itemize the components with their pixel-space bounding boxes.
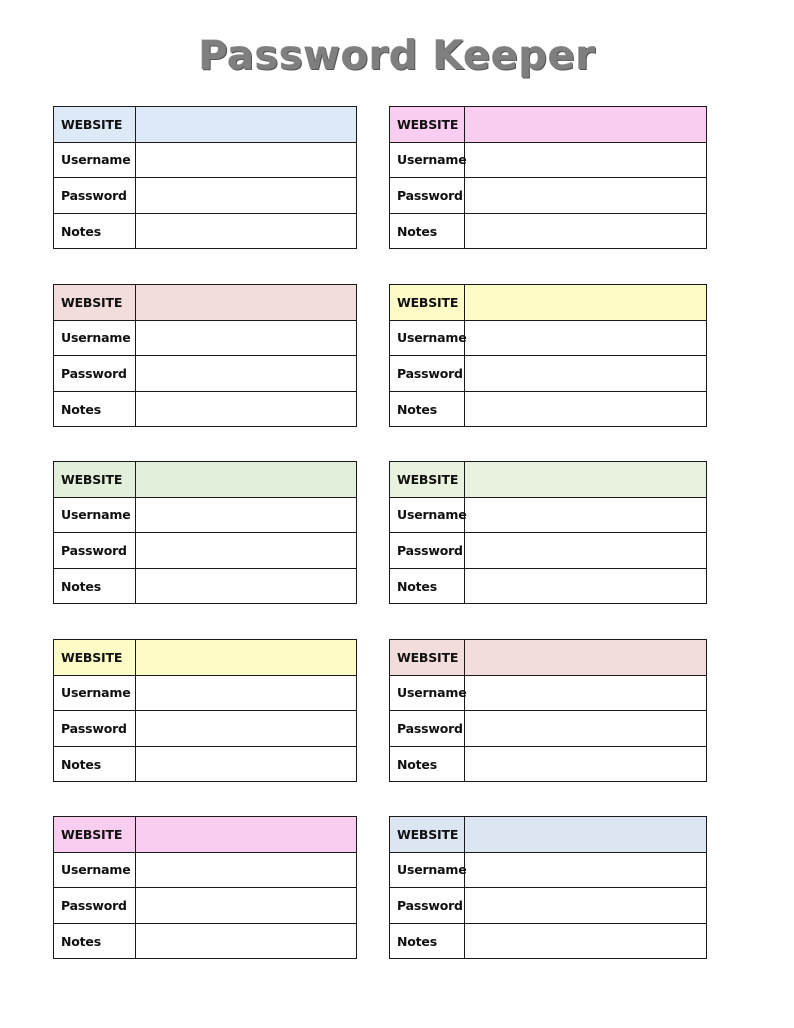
notes-field[interactable] <box>465 214 706 250</box>
password-row <box>390 533 706 569</box>
password-card <box>389 284 707 427</box>
website-label: WEBSITE <box>390 107 465 142</box>
notes-field[interactable] <box>136 569 356 605</box>
username-field[interactable] <box>465 321 706 356</box>
username-label: Username <box>54 498 136 533</box>
password-row <box>390 711 706 747</box>
notes-field[interactable] <box>465 924 706 960</box>
password-label: Password <box>390 533 465 568</box>
password-field[interactable] <box>136 888 356 923</box>
password-field[interactable] <box>465 533 706 568</box>
website-label: WEBSITE <box>54 640 136 675</box>
website-field[interactable] <box>465 107 706 142</box>
password-card <box>53 461 357 604</box>
password-field[interactable] <box>465 356 706 391</box>
notes-label: Notes <box>54 214 136 250</box>
password-card <box>389 461 707 604</box>
notes-row <box>54 214 356 250</box>
website-label: WEBSITE <box>54 107 136 142</box>
password-card <box>389 106 707 249</box>
username-row <box>54 676 356 712</box>
password-field[interactable] <box>136 533 356 568</box>
username-label: Username <box>390 498 465 533</box>
website-row <box>390 462 706 498</box>
password-label: Password <box>54 356 136 391</box>
notes-row <box>390 747 706 783</box>
password-row <box>54 178 356 214</box>
username-field[interactable] <box>465 498 706 533</box>
password-label: Password <box>54 178 136 213</box>
password-label: Password <box>54 711 136 746</box>
website-row <box>54 285 356 321</box>
password-label: Password <box>54 888 136 923</box>
username-field[interactable] <box>136 676 356 711</box>
username-label: Username <box>54 321 136 356</box>
username-label: Username <box>390 321 465 356</box>
website-label: WEBSITE <box>390 285 465 320</box>
username-label: Username <box>390 853 465 888</box>
username-field[interactable] <box>465 143 706 178</box>
username-label: Username <box>390 143 465 178</box>
website-field[interactable] <box>465 285 706 320</box>
website-row <box>390 817 706 853</box>
password-row <box>390 178 706 214</box>
website-row <box>54 640 356 676</box>
username-row <box>54 498 356 534</box>
website-label: WEBSITE <box>54 462 136 497</box>
website-row <box>390 107 706 143</box>
password-field[interactable] <box>136 356 356 391</box>
password-row <box>390 356 706 392</box>
notes-label: Notes <box>54 569 136 605</box>
website-label: WEBSITE <box>54 817 136 852</box>
password-row <box>54 533 356 569</box>
username-label: Username <box>54 143 136 178</box>
website-field[interactable] <box>136 817 356 852</box>
password-card <box>53 639 357 782</box>
website-row <box>54 817 356 853</box>
notes-label: Notes <box>390 392 465 428</box>
website-field[interactable] <box>465 817 706 852</box>
website-row <box>54 462 356 498</box>
password-label: Password <box>390 356 465 391</box>
website-row <box>54 107 356 143</box>
website-field[interactable] <box>136 462 356 497</box>
website-label: WEBSITE <box>390 817 465 852</box>
notes-row <box>390 392 706 428</box>
password-field[interactable] <box>465 888 706 923</box>
notes-field[interactable] <box>136 747 356 783</box>
password-field[interactable] <box>136 711 356 746</box>
username-row <box>390 321 706 357</box>
password-field[interactable] <box>136 178 356 213</box>
website-label: WEBSITE <box>390 462 465 497</box>
website-label: WEBSITE <box>54 285 136 320</box>
username-field[interactable] <box>136 143 356 178</box>
notes-field[interactable] <box>136 214 356 250</box>
website-row <box>390 285 706 321</box>
password-label: Password <box>390 711 465 746</box>
notes-label: Notes <box>390 214 465 250</box>
notes-row <box>390 924 706 960</box>
website-label: WEBSITE <box>390 640 465 675</box>
username-field[interactable] <box>465 853 706 888</box>
notes-field[interactable] <box>465 392 706 428</box>
notes-row <box>54 747 356 783</box>
username-row <box>390 498 706 534</box>
password-field[interactable] <box>465 178 706 213</box>
username-row <box>54 143 356 179</box>
password-card <box>53 816 357 959</box>
password-label: Password <box>54 533 136 568</box>
notes-row <box>54 569 356 605</box>
username-field[interactable] <box>136 498 356 533</box>
password-card <box>53 106 357 249</box>
notes-label: Notes <box>54 392 136 428</box>
notes-row <box>390 569 706 605</box>
username-row <box>54 321 356 357</box>
notes-row <box>54 924 356 960</box>
password-row <box>390 888 706 924</box>
notes-field[interactable] <box>465 747 706 783</box>
username-label: Username <box>54 676 136 711</box>
password-label: Password <box>390 888 465 923</box>
password-label: Password <box>390 178 465 213</box>
website-field[interactable] <box>136 640 356 675</box>
password-card <box>389 816 707 959</box>
notes-label: Notes <box>390 924 465 960</box>
password-row <box>54 356 356 392</box>
username-field[interactable] <box>136 321 356 356</box>
website-field[interactable] <box>465 640 706 675</box>
username-label: Username <box>54 853 136 888</box>
notes-label: Notes <box>390 569 465 605</box>
username-row <box>390 853 706 889</box>
username-row <box>54 853 356 889</box>
username-row <box>390 676 706 712</box>
website-field[interactable] <box>465 462 706 497</box>
notes-field[interactable] <box>136 392 356 428</box>
username-row <box>390 143 706 179</box>
website-field[interactable] <box>136 107 356 142</box>
notes-row <box>54 392 356 428</box>
username-label: Username <box>390 676 465 711</box>
notes-field[interactable] <box>136 924 356 960</box>
notes-label: Notes <box>390 747 465 783</box>
password-card <box>389 639 707 782</box>
website-row <box>390 640 706 676</box>
username-field[interactable] <box>465 676 706 711</box>
notes-field[interactable] <box>465 569 706 605</box>
notes-label: Notes <box>54 747 136 783</box>
page-title: Password Keeper <box>198 33 596 79</box>
password-row <box>54 888 356 924</box>
notes-label: Notes <box>54 924 136 960</box>
password-field[interactable] <box>465 711 706 746</box>
password-row <box>54 711 356 747</box>
website-field[interactable] <box>136 285 356 320</box>
username-field[interactable] <box>136 853 356 888</box>
notes-row <box>390 214 706 250</box>
password-card <box>53 284 357 427</box>
